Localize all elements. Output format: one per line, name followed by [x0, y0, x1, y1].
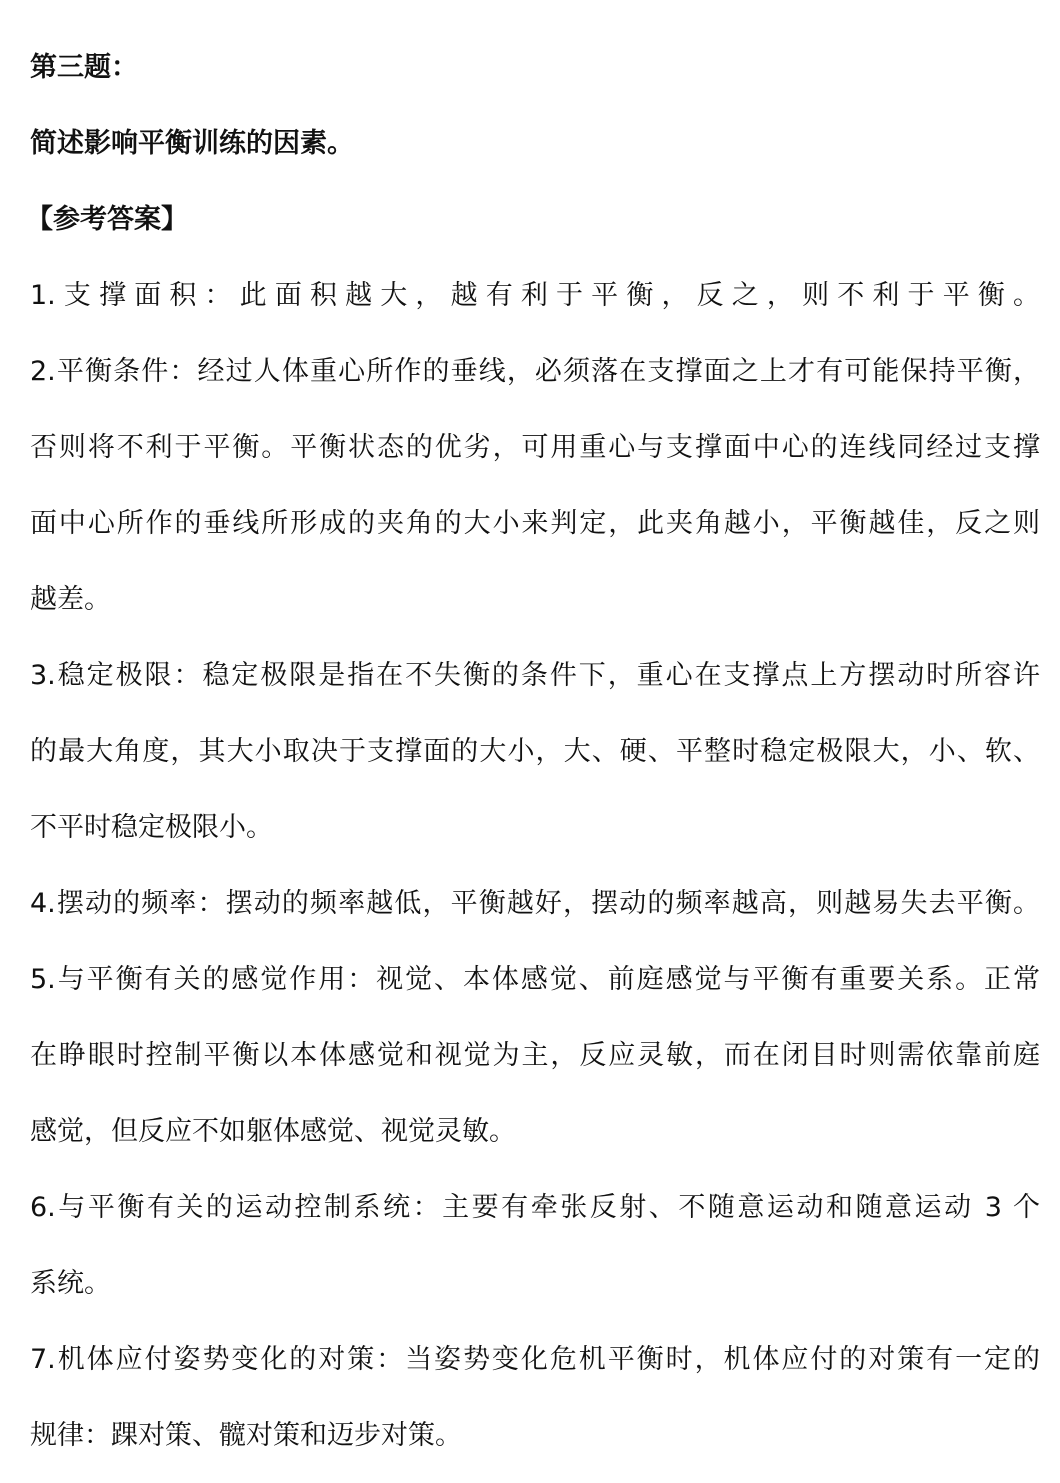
answer-item-2 — [30, 334, 1040, 638]
answer-item-4 — [30, 866, 1040, 942]
answer-item-5 — [30, 942, 1040, 1170]
answer-line: 1.支撑面积：此面积越大，越有利于平衡，反之，则不利于平衡。 — [30, 280, 1040, 311]
answer-line: 7.机体应付姿势变化的对策：当姿势变化危机平衡时，机体应付的对策有一定的 — [30, 1344, 1040, 1375]
answer-item-3 — [30, 638, 1040, 866]
question-prompt: 简述影响平衡训练的因素。 — [30, 128, 354, 159]
answer-line: 在睁眼时控制平衡以本体感觉和视觉为主，反应灵敏，而在闭目时则需依靠前庭 — [30, 1040, 1040, 1071]
answer-item-6 — [30, 1170, 1040, 1322]
answer-item-1 — [30, 258, 1040, 334]
answer-line: 感觉，但反应不如躯体感觉、视觉灵敏。 — [30, 1116, 516, 1147]
answer-line: 规律：踝对策、髋对策和迈步对策。 — [30, 1420, 462, 1451]
answer-line: 系统。 — [30, 1268, 111, 1299]
answer-line: 5.与平衡有关的感觉作用：视觉、本体感觉、前庭感觉与平衡有重要关系。正常 — [30, 964, 1040, 995]
answer-line: 4.摆动的频率：摆动的频率越低，平衡越好，摆动的频率越高，则越易失去平衡。 — [30, 888, 1040, 919]
answer-line: 越差。 — [30, 584, 111, 615]
answer-heading: 【参考答案】 — [26, 204, 188, 235]
answer-line: 2.平衡条件：经过人体重心所作的垂线，必须落在支撑面之上才有可能保持平衡， — [30, 356, 1040, 387]
answer-line: 6.与平衡有关的运动控制系统：主要有牵张反射、不随意运动和随意运动 3 个 — [30, 1192, 1040, 1223]
answer-line: 面中心所作的垂线所形成的夹角的大小来判定，此夹角越小，平衡越佳，反之则 — [30, 508, 1040, 539]
answer-line: 的最大角度，其大小取决于支撑面的大小，大、硬、平整时稳定极限大，小、软、 — [30, 736, 1040, 767]
document-page — [26, 30, 1040, 1474]
answer-line: 3.稳定极限：稳定极限是指在不失衡的条件下，重心在支撑点上方摆动时所容许 — [30, 660, 1040, 691]
answer-item-7 — [30, 1322, 1040, 1474]
question-number: 第三题： — [30, 52, 138, 83]
answer-line: 不平时稳定极限小。 — [30, 812, 273, 843]
answer-line: 否则将不利于平衡。平衡状态的优劣，可用重心与支撑面中心的连线同经过支撑 — [30, 432, 1040, 463]
